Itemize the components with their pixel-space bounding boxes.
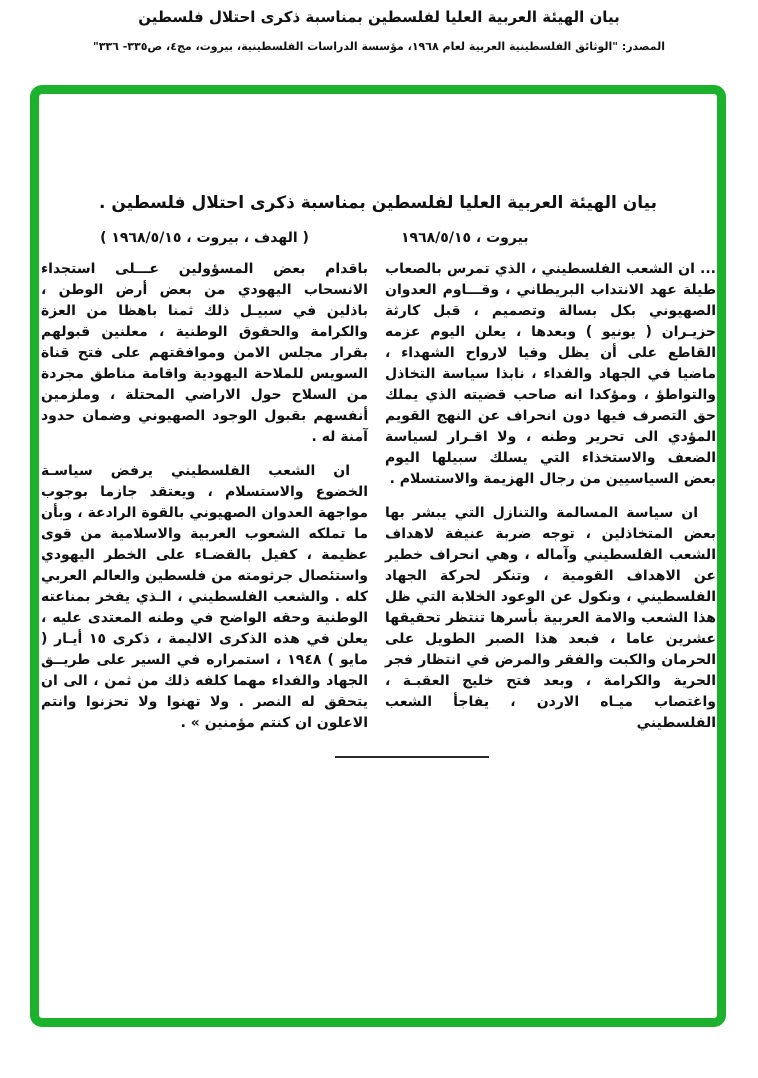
paragraph: ... ان الشعب الفلسطيني ، الذي تمرس بالصعاب طيلة عهد الانتداب البريطاني ، وقـــاوم العدوان الصهيوني بكل بسالة وتصميم ، قبل كارثة حزيـران ( يونيو ) وبعدها ، يعلن اليوم عزمه القاطع على أن يظل وفيا لارواح الشهداء ، ماضيا في الجهاد والفداء ، نابذا سياسة التخاذل والتواطؤ ، ومؤكدا انه صاحب قضيته الذي يملك حق التصرف فيها دون انحراف عن النهج القويم المؤدي الى تحرير وطنه ، ولا اقـرار لسياسة الضعف والاستخذاء التي يسلك سبيلها اليوم بعض السياسيين من رجال الهزيمة والاستسلام . bbox=[385, 261, 716, 487]
column-left bbox=[41, 259, 368, 747]
dateline-left: ( الهدف ، بيروت ، ١٩٦٨/٥/١٥ ) bbox=[100, 230, 309, 246]
paragraph: ان الشعب الفلسطيني يرفض سياسـة الخضوع والاستسلام ، ويعتقد جازما بوجوب مواجهة العدوان الصهيوني بالقوة الرادعة ، وبأن ما تملكه الشعوب العربية والاسلامية من قوى عظيمة ، كفيل بالقضـاء على الخطر اليهودي واستئصال جرثومته من فلسطين والعالم العربي كله . والشعب الفلسطيني ، الـذي يفخر بمناعته الوطنية وحقه الواضح في وطنه المعتدى عليه ، يعلن في هذه الذكرى الاليمة ، ذكرى ١٥ أيـار ( مايو ) ١٩٤٨ ، استمراره في السير على طريــق الجهاد والفداء مهما كلفه ذلك من ثمن ، الى ان يتحقق له النصر . ولا تهنوا ولا تحزنوا وانتم الاعلون ان كنتم مؤمنين » . bbox=[41, 463, 368, 731]
source-citation: المصدر: "الوثائق الفلسطينية العربية لعام ١٩٦٨، مؤسسة الدراسات الفلسطينية، بيروت، مج٤، ص٣٣٥- ٣٣٦" bbox=[92, 40, 666, 53]
paragraph: باقدام بعض المسؤولين عـــلى استجداء الانسحاب اليهودي من بعض أرض الوطن ، باذلين في سبيـل ذلك ثمنا باهظا من العزة والكرامة والحقوق الوطنية ، معلنين قبولهم بقرار مجلس الامن وموافقتهم على فتح قناة السويس للملاحة اليهودية واقامة مناطق مجردة من السلاح حول الاراضي المحتلة ، وملزمين أنفسهم بقبول الوجود الصهيوني وضمان حدود آمنة له . bbox=[41, 261, 368, 445]
paragraph: ان سياسة المسالمة والتنازل التي يبشر بها بعض المتخاذلين ، توجه ضربة عنيفة لاهداف الشعب الفلسطيني وآماله ، وهي انحراف خطير عن الاهداف القومية ، وتنكر لحركة الجهاد الفلسطيني ، ونكول عن الوعود الخلابة التي ظل هذا الشعب والامة العربية بأسرها تنتظر تحقيقها عشرين عاما ، فبعد هذا الصبر الطويل على الحرمان والكبت والفقر والمرض في انتظار فجر الحرية والكرامة ، وبعد فتح خليج العقبـة ، واغتصاب ميـاه الاردن ، يفاجأ الشعب الفلسطيني bbox=[385, 505, 716, 731]
footnote-rule bbox=[335, 756, 489, 758]
column-right bbox=[385, 259, 716, 747]
dateline-right: بيروت ، ١٩٦٨/٥/١٥ bbox=[401, 230, 529, 246]
page-title: بيان الهيئة العربية العليا لفلسطين بمناسبة ذكرى احتلال فلسطين bbox=[138, 8, 620, 26]
document-title: بيان الهيئة العربية العليا لفلسطين بمناسبة ذكرى احتلال فلسطين . bbox=[99, 193, 657, 213]
